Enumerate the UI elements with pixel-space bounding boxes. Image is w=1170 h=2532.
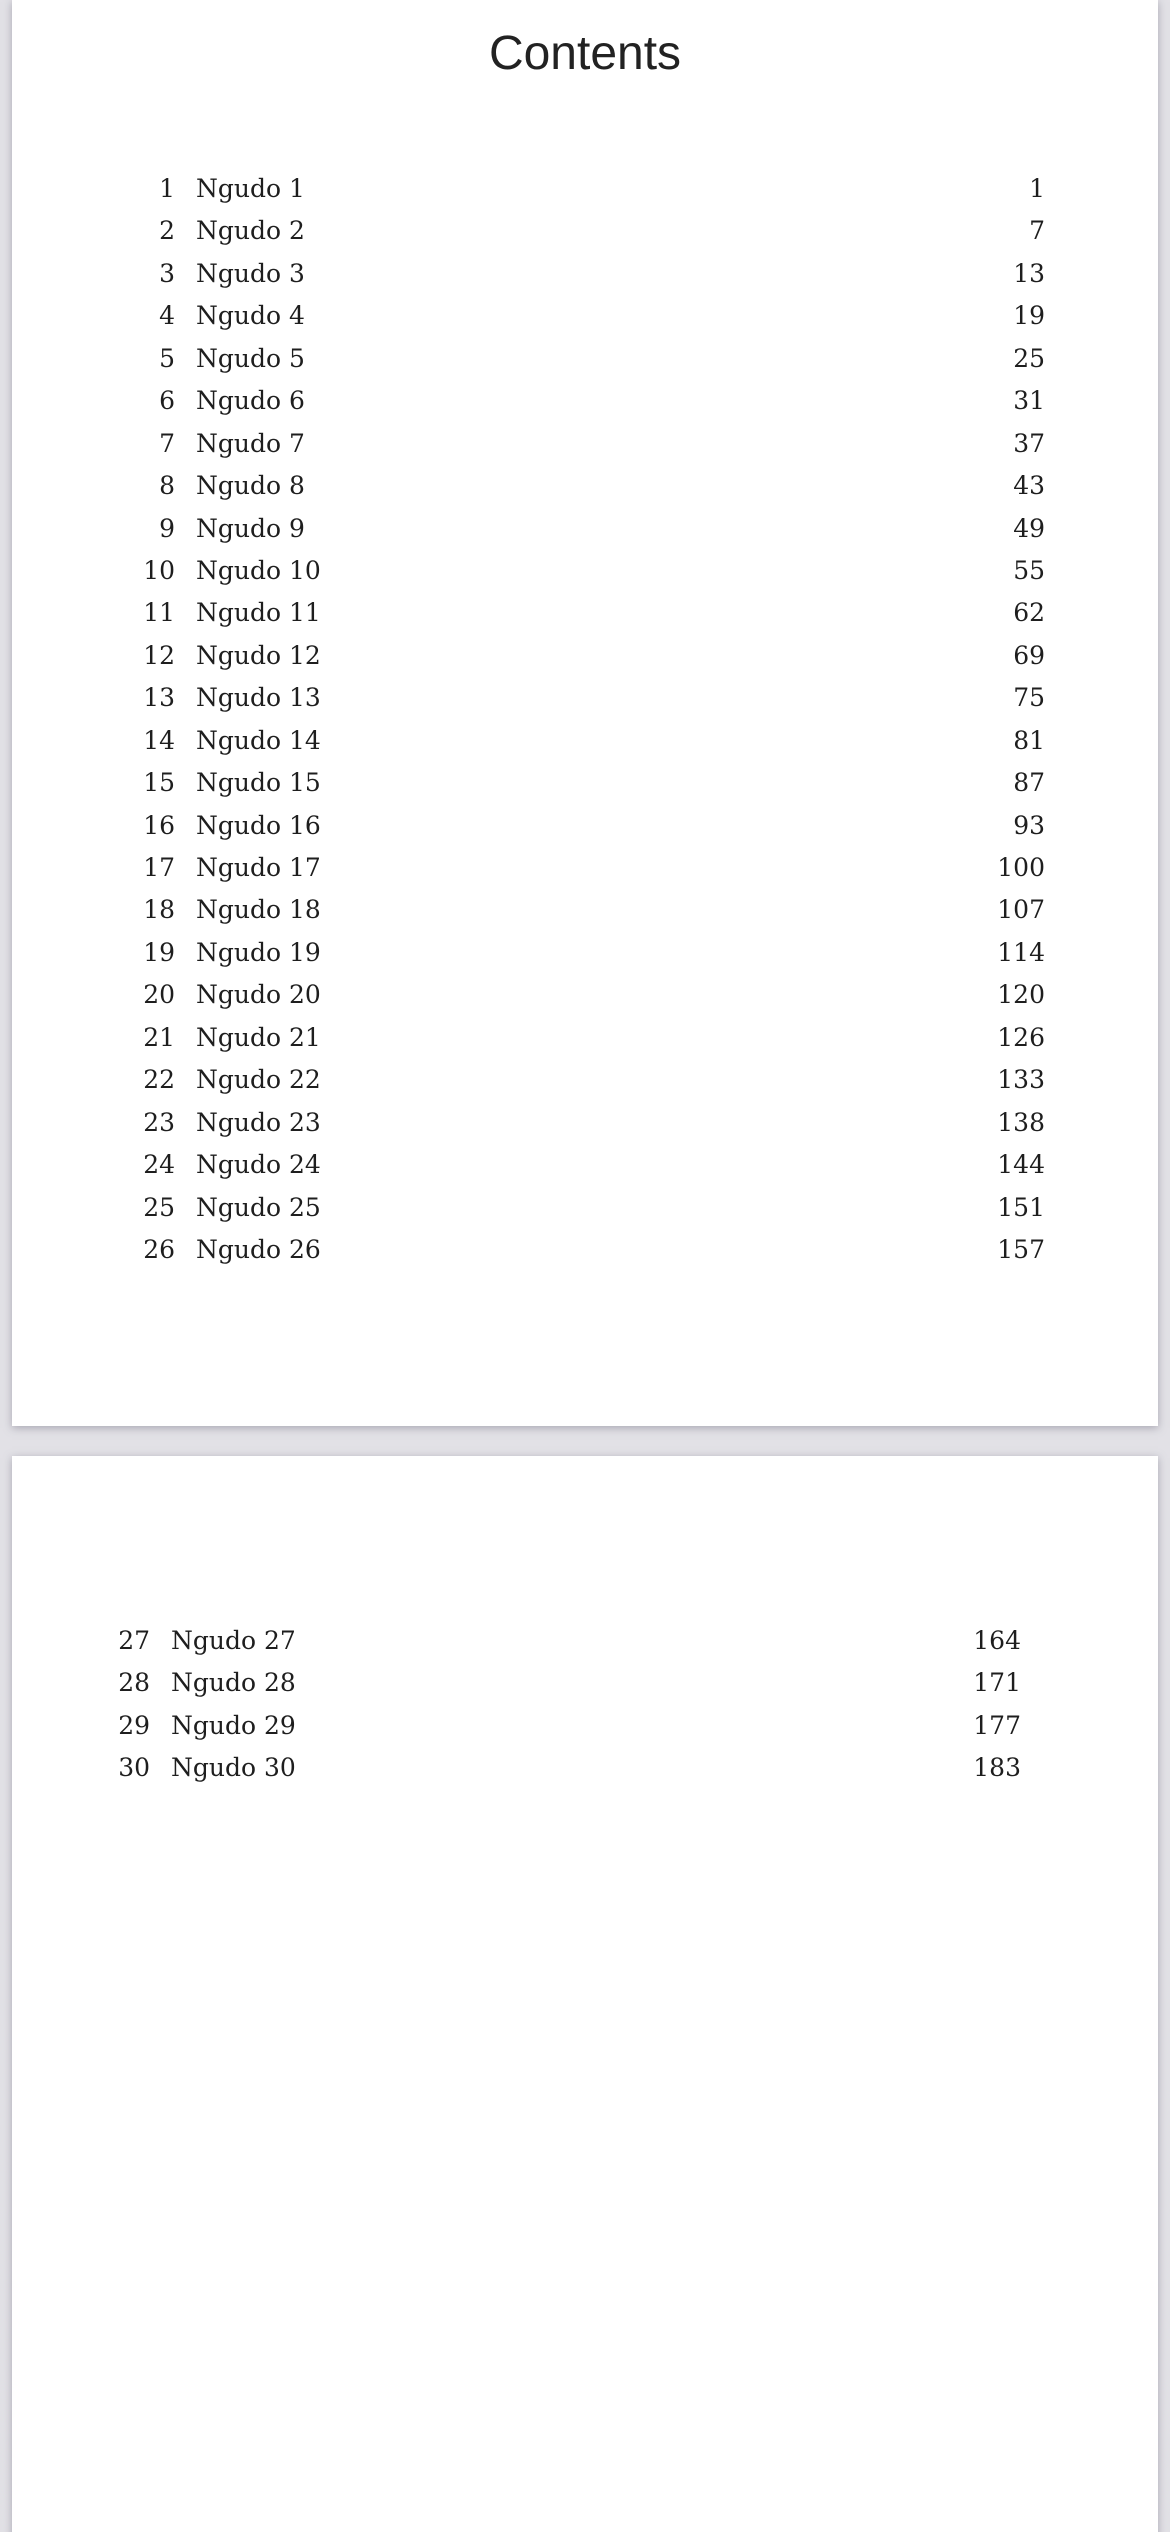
- toc-entry[interactable]: [12, 677, 1158, 719]
- toc-entry-number: 10: [143, 555, 175, 585]
- toc-entry-title[interactable]: Ngudo 8: [196, 471, 305, 501]
- toc-entry-title[interactable]: Ngudo 16: [196, 810, 321, 840]
- toc-entry-page-number[interactable]: 151: [997, 1192, 1045, 1222]
- toc-entry-number: 1: [159, 174, 175, 203]
- toc-entry-number: 18: [143, 895, 175, 925]
- toc-entry[interactable]: [12, 1059, 1158, 1101]
- toc-entry-page-number[interactable]: 157: [997, 1234, 1045, 1264]
- toc-entry[interactable]: [12, 550, 1158, 592]
- toc-entry-number: 21: [143, 1022, 175, 1052]
- toc-entry-page-number[interactable]: 133: [997, 1065, 1045, 1095]
- toc-entry-page-number[interactable]: 75: [1013, 683, 1045, 713]
- toc-entry-title[interactable]: Ngudo 23: [196, 1107, 321, 1137]
- toc-entry[interactable]: [12, 592, 1158, 634]
- toc-entry-page-number[interactable]: 177: [973, 1710, 1021, 1740]
- toc-entry-number: 2: [159, 216, 175, 246]
- toc-entry-page-number[interactable]: 62: [1013, 598, 1045, 628]
- toc-entry[interactable]: [12, 1187, 1158, 1229]
- toc-entry-page-number[interactable]: 171: [973, 1668, 1021, 1698]
- toc-entry-title[interactable]: Ngudo 27: [171, 1626, 296, 1655]
- document-page-2: [12, 1456, 1158, 2532]
- toc-entry-page-number[interactable]: 93: [1013, 810, 1045, 840]
- toc-entry-page-number[interactable]: 114: [997, 937, 1045, 967]
- toc-entry[interactable]: [12, 1017, 1158, 1059]
- toc-entry-number: 29: [118, 1710, 150, 1740]
- toc-entry[interactable]: [12, 932, 1158, 974]
- toc-entry[interactable]: [12, 1102, 1158, 1144]
- toc-entry-page-number[interactable]: 49: [1013, 513, 1045, 543]
- toc-entry-page-number[interactable]: 55: [1013, 555, 1045, 585]
- toc-entry-page-number[interactable]: 31: [1013, 386, 1045, 416]
- toc-entry-number: 6: [159, 386, 175, 416]
- toc-entry-page-number[interactable]: 69: [1013, 640, 1045, 670]
- toc-entry-page-number[interactable]: 1: [1029, 174, 1045, 203]
- toc-entry-title[interactable]: Ngudo 9: [196, 513, 305, 543]
- toc-entry-title[interactable]: Ngudo 7: [196, 428, 305, 458]
- toc-entry-title[interactable]: Ngudo 1: [196, 174, 305, 203]
- toc-entry[interactable]: [12, 380, 1158, 422]
- toc-entry-page-number[interactable]: 138: [997, 1107, 1045, 1137]
- toc-entry-title[interactable]: Ngudo 3: [196, 258, 305, 288]
- toc-entry-title[interactable]: Ngudo 15: [196, 768, 321, 798]
- toc-entry-title[interactable]: Ngudo 18: [196, 895, 321, 925]
- toc-entry-page-number[interactable]: 100: [997, 853, 1045, 882]
- toc-entry-page-number[interactable]: 120: [997, 980, 1045, 1010]
- toc-entry[interactable]: [12, 1747, 1158, 1789]
- toc-entry-page-number[interactable]: 19: [1013, 301, 1045, 331]
- toc-entry-number: 16: [143, 810, 175, 840]
- toc-entry[interactable]: [12, 889, 1158, 931]
- toc-entry-page-number[interactable]: 81: [1013, 725, 1045, 755]
- toc-entry-number: 8: [159, 471, 175, 501]
- toc-entry[interactable]: [12, 508, 1158, 550]
- toc-list: [12, 168, 1158, 1271]
- toc-entry[interactable]: [12, 253, 1158, 295]
- toc-entry-title[interactable]: Ngudo 22: [196, 1065, 321, 1095]
- toc-entry-number: 24: [143, 1150, 175, 1180]
- toc-entry-title[interactable]: Ngudo 21: [196, 1022, 321, 1052]
- toc-entry-page-number[interactable]: 87: [1013, 768, 1045, 798]
- toc-entry[interactable]: [12, 1620, 1158, 1662]
- toc-entry-page-number[interactable]: 107: [997, 895, 1045, 925]
- toc-entry[interactable]: [12, 168, 1158, 210]
- toc-entry-title[interactable]: Ngudo 13: [196, 683, 321, 713]
- toc-entry-title[interactable]: Ngudo 29: [171, 1710, 296, 1740]
- toc-entry-number: 11: [143, 598, 175, 628]
- toc-entry-number: 25: [143, 1192, 175, 1222]
- document-page-1: [12, 0, 1158, 1426]
- toc-entry-title[interactable]: Ngudo 10: [196, 555, 321, 585]
- toc-entry-number: 30: [118, 1753, 150, 1783]
- toc-entry-title[interactable]: Ngudo 6: [196, 386, 305, 416]
- toc-entry[interactable]: [12, 1705, 1158, 1747]
- toc-entry-title[interactable]: Ngudo 26: [196, 1234, 321, 1264]
- toc-entry-title[interactable]: Ngudo 28: [171, 1668, 296, 1698]
- toc-entry-title[interactable]: Ngudo 14: [196, 725, 321, 755]
- toc-entry-number: 14: [143, 725, 175, 755]
- toc-entry-page-number[interactable]: 43: [1013, 471, 1045, 501]
- toc-entry-page-number[interactable]: 13: [1013, 258, 1045, 288]
- toc-entry-page-number[interactable]: 7: [1029, 216, 1045, 246]
- toc-entry[interactable]: [12, 295, 1158, 337]
- toc-entry-page-number[interactable]: 144: [997, 1150, 1045, 1180]
- toc-entry-title[interactable]: Ngudo 12: [196, 640, 321, 670]
- toc-entry[interactable]: [12, 338, 1158, 380]
- toc-entry-number: 7: [159, 428, 175, 458]
- page-title: Contents: [488, 27, 682, 80]
- toc-entry-title[interactable]: Ngudo 2: [196, 216, 305, 246]
- toc-entry-number: 5: [159, 343, 175, 373]
- toc-entry-page-number[interactable]: 37: [1013, 428, 1045, 458]
- toc-entry-number: 26: [143, 1234, 175, 1264]
- toc-entry[interactable]: [12, 805, 1158, 847]
- toc-entry[interactable]: [12, 1144, 1158, 1186]
- toc-list: [12, 1620, 1158, 1790]
- toc-entry-number: 23: [143, 1107, 175, 1137]
- toc-entry-number: 15: [143, 768, 175, 798]
- toc-entry-number: 13: [143, 683, 175, 713]
- toc-entry-page-number[interactable]: 25: [1013, 343, 1045, 373]
- toc-entry-number: 27: [118, 1626, 150, 1655]
- toc-entry-number: 9: [159, 513, 175, 543]
- toc-entry-number: 12: [143, 640, 175, 670]
- toc-entry-number: 20: [143, 980, 175, 1010]
- toc-entry-page-number[interactable]: 183: [973, 1753, 1021, 1783]
- toc-entry-title[interactable]: Ngudo 5: [196, 343, 305, 373]
- toc-entry-title[interactable]: Ngudo 30: [171, 1753, 296, 1783]
- toc-entry-number: 28: [118, 1668, 150, 1698]
- toc-entry[interactable]: [12, 465, 1158, 507]
- toc-entry-number: 4: [159, 301, 175, 331]
- toc-entry[interactable]: [12, 847, 1158, 889]
- toc-entry-number: 17: [143, 853, 175, 882]
- toc-entry-title[interactable]: Ngudo 17: [196, 853, 321, 882]
- toc-entry-title[interactable]: Ngudo 24: [196, 1150, 321, 1180]
- toc-entry[interactable]: [12, 423, 1158, 465]
- toc-entry[interactable]: [12, 762, 1158, 804]
- toc-entry-title[interactable]: Ngudo 20: [196, 980, 321, 1010]
- toc-entry-page-number[interactable]: 164: [973, 1626, 1021, 1655]
- toc-entry-title[interactable]: Ngudo 11: [196, 598, 321, 628]
- toc-entry[interactable]: [12, 635, 1158, 677]
- toc-entry-title[interactable]: Ngudo 19: [196, 937, 321, 967]
- toc-entry[interactable]: [12, 1229, 1158, 1271]
- toc-entry-page-number[interactable]: 126: [997, 1022, 1045, 1052]
- toc-entry-number: 19: [143, 937, 175, 967]
- toc-entry-title[interactable]: Ngudo 25: [196, 1192, 321, 1222]
- toc-entry[interactable]: [12, 720, 1158, 762]
- toc-entry-number: 22: [143, 1065, 175, 1095]
- toc-entry-number: 3: [159, 258, 175, 288]
- toc-entry[interactable]: [12, 974, 1158, 1016]
- toc-entry-title[interactable]: Ngudo 4: [196, 301, 305, 331]
- toc-entry[interactable]: [12, 210, 1158, 252]
- toc-entry[interactable]: [12, 1662, 1158, 1704]
